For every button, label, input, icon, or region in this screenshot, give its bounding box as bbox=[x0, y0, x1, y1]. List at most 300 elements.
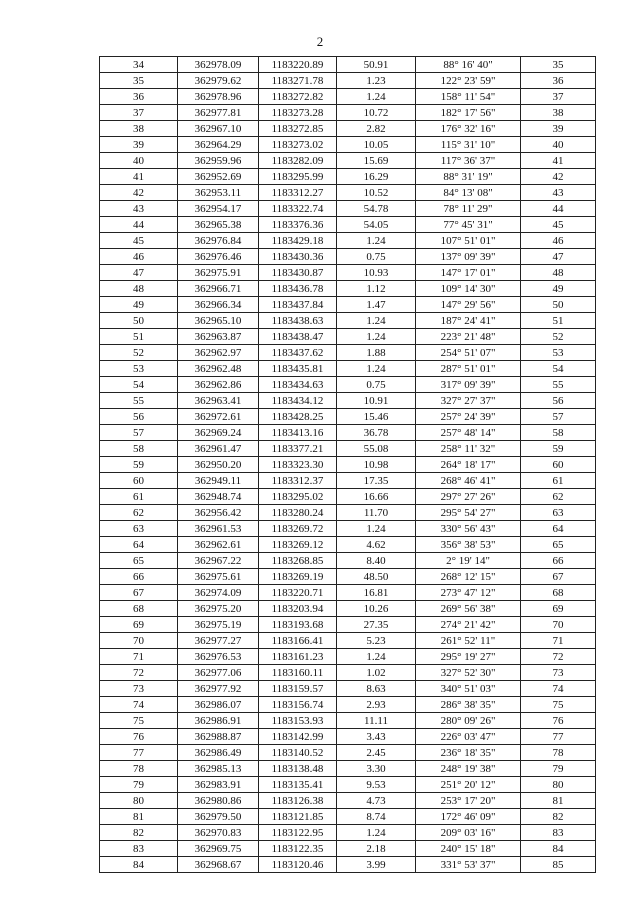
x-coordinate-cell: 362979.50 bbox=[178, 809, 259, 825]
point-number-cell: 71 bbox=[100, 649, 178, 665]
point-number-cell: 43 bbox=[100, 201, 178, 217]
bearing-cell: 137° 09' 39" bbox=[416, 249, 521, 265]
x-coordinate-cell: 362979.62 bbox=[178, 73, 259, 89]
next-point-cell: 72 bbox=[521, 649, 596, 665]
point-number-cell: 34 bbox=[100, 57, 178, 73]
next-point-cell: 64 bbox=[521, 521, 596, 537]
next-point-cell: 66 bbox=[521, 553, 596, 569]
table-row bbox=[100, 217, 596, 233]
distance-cell: 1.24 bbox=[337, 233, 416, 249]
distance-cell: 17.35 bbox=[337, 473, 416, 489]
x-coordinate-cell: 362962.48 bbox=[178, 361, 259, 377]
distance-cell: 1.24 bbox=[337, 313, 416, 329]
y-coordinate-cell: 1183430.87 bbox=[259, 265, 337, 281]
y-coordinate-cell: 1183434.12 bbox=[259, 393, 337, 409]
next-point-cell: 74 bbox=[521, 681, 596, 697]
point-number-cell: 77 bbox=[100, 745, 178, 761]
distance-cell: 1.23 bbox=[337, 73, 416, 89]
point-number-cell: 39 bbox=[100, 137, 178, 153]
point-number-cell: 70 bbox=[100, 633, 178, 649]
table-row bbox=[100, 185, 596, 201]
point-number-cell: 51 bbox=[100, 329, 178, 345]
table-row bbox=[100, 761, 596, 777]
next-point-cell: 77 bbox=[521, 729, 596, 745]
next-point-cell: 39 bbox=[521, 121, 596, 137]
x-coordinate-cell: 362953.11 bbox=[178, 185, 259, 201]
distance-cell: 1.24 bbox=[337, 825, 416, 841]
x-coordinate-cell: 362962.86 bbox=[178, 377, 259, 393]
table-row bbox=[100, 57, 596, 73]
distance-cell: 8.74 bbox=[337, 809, 416, 825]
bearing-cell: 286° 38' 35" bbox=[416, 697, 521, 713]
y-coordinate-cell: 1183322.74 bbox=[259, 201, 337, 217]
x-coordinate-cell: 362967.22 bbox=[178, 553, 259, 569]
table-row bbox=[100, 825, 596, 841]
table-row bbox=[100, 361, 596, 377]
next-point-cell: 75 bbox=[521, 697, 596, 713]
next-point-cell: 58 bbox=[521, 425, 596, 441]
bearing-cell: 274° 21' 42" bbox=[416, 617, 521, 633]
y-coordinate-cell: 1183122.35 bbox=[259, 841, 337, 857]
y-coordinate-cell: 1183280.24 bbox=[259, 505, 337, 521]
next-point-cell: 40 bbox=[521, 137, 596, 153]
bearing-cell: 330° 56' 43" bbox=[416, 521, 521, 537]
bearing-cell: 280° 09' 26" bbox=[416, 713, 521, 729]
next-point-cell: 48 bbox=[521, 265, 596, 281]
x-coordinate-cell: 362972.61 bbox=[178, 409, 259, 425]
next-point-cell: 47 bbox=[521, 249, 596, 265]
y-coordinate-cell: 1183269.12 bbox=[259, 537, 337, 553]
point-number-cell: 59 bbox=[100, 457, 178, 473]
next-point-cell: 85 bbox=[521, 857, 596, 873]
y-coordinate-cell: 1183312.27 bbox=[259, 185, 337, 201]
distance-cell: 10.26 bbox=[337, 601, 416, 617]
y-coordinate-cell: 1183160.11 bbox=[259, 665, 337, 681]
x-coordinate-cell: 362968.67 bbox=[178, 857, 259, 873]
x-coordinate-cell: 362978.96 bbox=[178, 89, 259, 105]
point-number-cell: 35 bbox=[100, 73, 178, 89]
point-number-cell: 36 bbox=[100, 89, 178, 105]
table-row bbox=[100, 841, 596, 857]
bearing-cell: 253° 17' 20" bbox=[416, 793, 521, 809]
x-coordinate-cell: 362950.20 bbox=[178, 457, 259, 473]
point-number-cell: 62 bbox=[100, 505, 178, 521]
table-row bbox=[100, 777, 596, 793]
next-point-cell: 53 bbox=[521, 345, 596, 361]
y-coordinate-cell: 1183429.18 bbox=[259, 233, 337, 249]
next-point-cell: 73 bbox=[521, 665, 596, 681]
y-coordinate-cell: 1183269.19 bbox=[259, 569, 337, 585]
y-coordinate-cell: 1183203.94 bbox=[259, 601, 337, 617]
point-number-cell: 78 bbox=[100, 761, 178, 777]
table-row bbox=[100, 249, 596, 265]
distance-cell: 3.43 bbox=[337, 729, 416, 745]
bearing-cell: 240° 15' 18" bbox=[416, 841, 521, 857]
y-coordinate-cell: 1183273.02 bbox=[259, 137, 337, 153]
x-coordinate-cell: 362959.96 bbox=[178, 153, 259, 169]
table-row bbox=[100, 169, 596, 185]
next-point-cell: 67 bbox=[521, 569, 596, 585]
bearing-cell: 297° 27' 26" bbox=[416, 489, 521, 505]
x-coordinate-cell: 362977.06 bbox=[178, 665, 259, 681]
distance-cell: 2.18 bbox=[337, 841, 416, 857]
y-coordinate-cell: 1183121.85 bbox=[259, 809, 337, 825]
point-number-cell: 54 bbox=[100, 377, 178, 393]
distance-cell: 54.05 bbox=[337, 217, 416, 233]
bearing-cell: 88° 31' 19" bbox=[416, 169, 521, 185]
distance-cell: 55.08 bbox=[337, 441, 416, 457]
bearing-cell: 248° 19' 38" bbox=[416, 761, 521, 777]
point-number-cell: 64 bbox=[100, 537, 178, 553]
point-number-cell: 66 bbox=[100, 569, 178, 585]
point-number-cell: 69 bbox=[100, 617, 178, 633]
next-point-cell: 51 bbox=[521, 313, 596, 329]
bearing-cell: 209° 03' 16" bbox=[416, 825, 521, 841]
table-row bbox=[100, 473, 596, 489]
next-point-cell: 55 bbox=[521, 377, 596, 393]
next-point-cell: 79 bbox=[521, 761, 596, 777]
distance-cell: 2.82 bbox=[337, 121, 416, 137]
y-coordinate-cell: 1183140.52 bbox=[259, 745, 337, 761]
x-coordinate-cell: 362966.34 bbox=[178, 297, 259, 313]
distance-cell: 3.30 bbox=[337, 761, 416, 777]
bearing-cell: 122° 23' 59" bbox=[416, 73, 521, 89]
y-coordinate-cell: 1183438.63 bbox=[259, 313, 337, 329]
x-coordinate-cell: 362962.97 bbox=[178, 345, 259, 361]
y-coordinate-cell: 1183436.78 bbox=[259, 281, 337, 297]
bearing-cell: 78° 11' 29" bbox=[416, 201, 521, 217]
table-row bbox=[100, 345, 596, 361]
table-row bbox=[100, 329, 596, 345]
y-coordinate-cell: 1183135.41 bbox=[259, 777, 337, 793]
next-point-cell: 71 bbox=[521, 633, 596, 649]
point-number-cell: 55 bbox=[100, 393, 178, 409]
next-point-cell: 84 bbox=[521, 841, 596, 857]
point-number-cell: 44 bbox=[100, 217, 178, 233]
next-point-cell: 65 bbox=[521, 537, 596, 553]
distance-cell: 1.24 bbox=[337, 521, 416, 537]
table-row bbox=[100, 281, 596, 297]
table-row bbox=[100, 105, 596, 121]
y-coordinate-cell: 1183138.48 bbox=[259, 761, 337, 777]
x-coordinate-cell: 362980.86 bbox=[178, 793, 259, 809]
next-point-cell: 54 bbox=[521, 361, 596, 377]
next-point-cell: 81 bbox=[521, 793, 596, 809]
table-row bbox=[100, 393, 596, 409]
bearing-cell: 327° 27' 37" bbox=[416, 393, 521, 409]
x-coordinate-cell: 362967.10 bbox=[178, 121, 259, 137]
bearing-cell: 84° 13' 08" bbox=[416, 185, 521, 201]
point-number-cell: 75 bbox=[100, 713, 178, 729]
point-number-cell: 74 bbox=[100, 697, 178, 713]
distance-cell: 11.70 bbox=[337, 505, 416, 521]
y-coordinate-cell: 1183156.74 bbox=[259, 697, 337, 713]
y-coordinate-cell: 1183434.63 bbox=[259, 377, 337, 393]
page-number: 2 bbox=[316, 34, 324, 49]
distance-cell: 50.91 bbox=[337, 57, 416, 73]
point-number-cell: 61 bbox=[100, 489, 178, 505]
next-point-cell: 52 bbox=[521, 329, 596, 345]
table-row bbox=[100, 489, 596, 505]
next-point-cell: 68 bbox=[521, 585, 596, 601]
next-point-cell: 60 bbox=[521, 457, 596, 473]
distance-cell: 0.75 bbox=[337, 377, 416, 393]
point-number-cell: 58 bbox=[100, 441, 178, 457]
table-row bbox=[100, 137, 596, 153]
bearing-cell: 317° 09' 39" bbox=[416, 377, 521, 393]
next-point-cell: 63 bbox=[521, 505, 596, 521]
y-coordinate-cell: 1183272.82 bbox=[259, 89, 337, 105]
next-point-cell: 56 bbox=[521, 393, 596, 409]
distance-cell: 27.35 bbox=[337, 617, 416, 633]
x-coordinate-cell: 362985.13 bbox=[178, 761, 259, 777]
distance-cell: 1.24 bbox=[337, 649, 416, 665]
point-number-cell: 52 bbox=[100, 345, 178, 361]
point-number-cell: 68 bbox=[100, 601, 178, 617]
x-coordinate-cell: 362975.19 bbox=[178, 617, 259, 633]
next-point-cell: 46 bbox=[521, 233, 596, 249]
distance-cell: 1.24 bbox=[337, 361, 416, 377]
table-row bbox=[100, 809, 596, 825]
table-row bbox=[100, 649, 596, 665]
next-point-cell: 50 bbox=[521, 297, 596, 313]
x-coordinate-cell: 362975.20 bbox=[178, 601, 259, 617]
bearing-cell: 257° 24' 39" bbox=[416, 409, 521, 425]
table-row bbox=[100, 537, 596, 553]
x-coordinate-cell: 362977.81 bbox=[178, 105, 259, 121]
distance-cell: 54.78 bbox=[337, 201, 416, 217]
bearing-cell: 261° 52' 11" bbox=[416, 633, 521, 649]
y-coordinate-cell: 1183220.89 bbox=[259, 57, 337, 73]
x-coordinate-cell: 362963.41 bbox=[178, 393, 259, 409]
y-coordinate-cell: 1183312.37 bbox=[259, 473, 337, 489]
table-row bbox=[100, 681, 596, 697]
bearing-cell: 331° 53' 37" bbox=[416, 857, 521, 873]
distance-cell: 4.73 bbox=[337, 793, 416, 809]
table-row bbox=[100, 457, 596, 473]
point-number-cell: 72 bbox=[100, 665, 178, 681]
distance-cell: 16.66 bbox=[337, 489, 416, 505]
bearing-cell: 251° 20' 12" bbox=[416, 777, 521, 793]
distance-cell: 10.05 bbox=[337, 137, 416, 153]
distance-cell: 1.24 bbox=[337, 329, 416, 345]
distance-cell: 16.29 bbox=[337, 169, 416, 185]
next-point-cell: 57 bbox=[521, 409, 596, 425]
distance-cell: 10.72 bbox=[337, 105, 416, 121]
distance-cell: 8.40 bbox=[337, 553, 416, 569]
point-number-cell: 48 bbox=[100, 281, 178, 297]
y-coordinate-cell: 1183376.36 bbox=[259, 217, 337, 233]
point-number-cell: 67 bbox=[100, 585, 178, 601]
bearing-cell: 295° 54' 27" bbox=[416, 505, 521, 521]
table-row bbox=[100, 617, 596, 633]
distance-cell: 9.53 bbox=[337, 777, 416, 793]
y-coordinate-cell: 1183271.78 bbox=[259, 73, 337, 89]
next-point-cell: 82 bbox=[521, 809, 596, 825]
y-coordinate-cell: 1183122.95 bbox=[259, 825, 337, 841]
y-coordinate-cell: 1183413.16 bbox=[259, 425, 337, 441]
point-number-cell: 42 bbox=[100, 185, 178, 201]
point-number-cell: 63 bbox=[100, 521, 178, 537]
x-coordinate-cell: 362961.53 bbox=[178, 521, 259, 537]
x-coordinate-cell: 362988.87 bbox=[178, 729, 259, 745]
table-row bbox=[100, 729, 596, 745]
point-number-cell: 76 bbox=[100, 729, 178, 745]
next-point-cell: 62 bbox=[521, 489, 596, 505]
table-row bbox=[100, 633, 596, 649]
x-coordinate-cell: 362983.91 bbox=[178, 777, 259, 793]
table-row bbox=[100, 297, 596, 313]
point-number-cell: 41 bbox=[100, 169, 178, 185]
point-number-cell: 53 bbox=[100, 361, 178, 377]
table-row bbox=[100, 265, 596, 281]
x-coordinate-cell: 362969.75 bbox=[178, 841, 259, 857]
distance-cell: 11.11 bbox=[337, 713, 416, 729]
x-coordinate-cell: 362969.24 bbox=[178, 425, 259, 441]
x-coordinate-cell: 362965.38 bbox=[178, 217, 259, 233]
x-coordinate-cell: 362977.92 bbox=[178, 681, 259, 697]
table-row bbox=[100, 505, 596, 521]
bearing-cell: 115° 31' 10" bbox=[416, 137, 521, 153]
distance-cell: 8.63 bbox=[337, 681, 416, 697]
point-number-cell: 81 bbox=[100, 809, 178, 825]
bearing-cell: 187° 24' 41" bbox=[416, 313, 521, 329]
next-point-cell: 41 bbox=[521, 153, 596, 169]
point-number-cell: 79 bbox=[100, 777, 178, 793]
table-row bbox=[100, 569, 596, 585]
point-number-cell: 60 bbox=[100, 473, 178, 489]
y-coordinate-cell: 1183282.09 bbox=[259, 153, 337, 169]
point-number-cell: 73 bbox=[100, 681, 178, 697]
y-coordinate-cell: 1183438.47 bbox=[259, 329, 337, 345]
table-row bbox=[100, 441, 596, 457]
distance-cell: 5.23 bbox=[337, 633, 416, 649]
next-point-cell: 83 bbox=[521, 825, 596, 841]
next-point-cell: 42 bbox=[521, 169, 596, 185]
point-number-cell: 45 bbox=[100, 233, 178, 249]
distance-cell: 15.46 bbox=[337, 409, 416, 425]
y-coordinate-cell: 1183273.28 bbox=[259, 105, 337, 121]
x-coordinate-cell: 362952.69 bbox=[178, 169, 259, 185]
x-coordinate-cell: 362966.71 bbox=[178, 281, 259, 297]
distance-cell: 1.24 bbox=[337, 89, 416, 105]
bearing-cell: 287° 51' 01" bbox=[416, 361, 521, 377]
bearing-cell: 340° 51' 03" bbox=[416, 681, 521, 697]
y-coordinate-cell: 1183142.99 bbox=[259, 729, 337, 745]
distance-cell: 1.88 bbox=[337, 345, 416, 361]
x-coordinate-cell: 362961.47 bbox=[178, 441, 259, 457]
point-number-cell: 49 bbox=[100, 297, 178, 313]
bearing-cell: 172° 46' 09" bbox=[416, 809, 521, 825]
bearing-cell: 356° 38' 53" bbox=[416, 537, 521, 553]
table-row bbox=[100, 601, 596, 617]
table-row bbox=[100, 313, 596, 329]
x-coordinate-cell: 362949.11 bbox=[178, 473, 259, 489]
bearing-cell: 147° 17' 01" bbox=[416, 265, 521, 281]
bearing-cell: 269° 56' 38" bbox=[416, 601, 521, 617]
y-coordinate-cell: 1183220.71 bbox=[259, 585, 337, 601]
table-row bbox=[100, 521, 596, 537]
bearing-cell: 264° 18' 17" bbox=[416, 457, 521, 473]
table-row bbox=[100, 121, 596, 137]
point-number-cell: 82 bbox=[100, 825, 178, 841]
distance-cell: 2.45 bbox=[337, 745, 416, 761]
x-coordinate-cell: 362974.09 bbox=[178, 585, 259, 601]
table-row bbox=[100, 377, 596, 393]
table-row bbox=[100, 697, 596, 713]
y-coordinate-cell: 1183295.02 bbox=[259, 489, 337, 505]
distance-cell: 15.69 bbox=[337, 153, 416, 169]
y-coordinate-cell: 1183272.85 bbox=[259, 121, 337, 137]
next-point-cell: 70 bbox=[521, 617, 596, 633]
distance-cell: 10.52 bbox=[337, 185, 416, 201]
y-coordinate-cell: 1183120.46 bbox=[259, 857, 337, 873]
point-number-cell: 83 bbox=[100, 841, 178, 857]
x-coordinate-cell: 362965.10 bbox=[178, 313, 259, 329]
point-number-cell: 40 bbox=[100, 153, 178, 169]
table-row bbox=[100, 665, 596, 681]
next-point-cell: 61 bbox=[521, 473, 596, 489]
y-coordinate-cell: 1183437.62 bbox=[259, 345, 337, 361]
next-point-cell: 37 bbox=[521, 89, 596, 105]
next-point-cell: 45 bbox=[521, 217, 596, 233]
bearing-cell: 182° 17' 56" bbox=[416, 105, 521, 121]
y-coordinate-cell: 1183377.21 bbox=[259, 441, 337, 457]
next-point-cell: 49 bbox=[521, 281, 596, 297]
table-row bbox=[100, 153, 596, 169]
x-coordinate-cell: 362948.74 bbox=[178, 489, 259, 505]
x-coordinate-cell: 362963.87 bbox=[178, 329, 259, 345]
table-row bbox=[100, 745, 596, 761]
point-number-cell: 56 bbox=[100, 409, 178, 425]
coordinates-table bbox=[99, 56, 596, 873]
table-row bbox=[100, 713, 596, 729]
x-coordinate-cell: 362964.29 bbox=[178, 137, 259, 153]
table-row bbox=[100, 89, 596, 105]
table-row bbox=[100, 857, 596, 873]
x-coordinate-cell: 362956.42 bbox=[178, 505, 259, 521]
bearing-cell: 109° 14' 30" bbox=[416, 281, 521, 297]
distance-cell: 16.81 bbox=[337, 585, 416, 601]
x-coordinate-cell: 362986.49 bbox=[178, 745, 259, 761]
point-number-cell: 37 bbox=[100, 105, 178, 121]
bearing-cell: 158° 11' 54" bbox=[416, 89, 521, 105]
x-coordinate-cell: 362978.09 bbox=[178, 57, 259, 73]
x-coordinate-cell: 362976.53 bbox=[178, 649, 259, 665]
point-number-cell: 38 bbox=[100, 121, 178, 137]
point-number-cell: 80 bbox=[100, 793, 178, 809]
y-coordinate-cell: 1183159.57 bbox=[259, 681, 337, 697]
bearing-cell: 223° 21' 48" bbox=[416, 329, 521, 345]
distance-cell: 1.02 bbox=[337, 665, 416, 681]
x-coordinate-cell: 362975.61 bbox=[178, 569, 259, 585]
bearing-cell: 268° 46' 41" bbox=[416, 473, 521, 489]
distance-cell: 4.62 bbox=[337, 537, 416, 553]
y-coordinate-cell: 1183437.84 bbox=[259, 297, 337, 313]
next-point-cell: 69 bbox=[521, 601, 596, 617]
y-coordinate-cell: 1183193.68 bbox=[259, 617, 337, 633]
distance-cell: 0.75 bbox=[337, 249, 416, 265]
y-coordinate-cell: 1183161.23 bbox=[259, 649, 337, 665]
table-row bbox=[100, 409, 596, 425]
y-coordinate-cell: 1183428.25 bbox=[259, 409, 337, 425]
x-coordinate-cell: 362954.17 bbox=[178, 201, 259, 217]
y-coordinate-cell: 1183269.72 bbox=[259, 521, 337, 537]
distance-cell: 3.99 bbox=[337, 857, 416, 873]
bearing-cell: 176° 32' 16" bbox=[416, 121, 521, 137]
point-number-cell: 65 bbox=[100, 553, 178, 569]
x-coordinate-cell: 362977.27 bbox=[178, 633, 259, 649]
